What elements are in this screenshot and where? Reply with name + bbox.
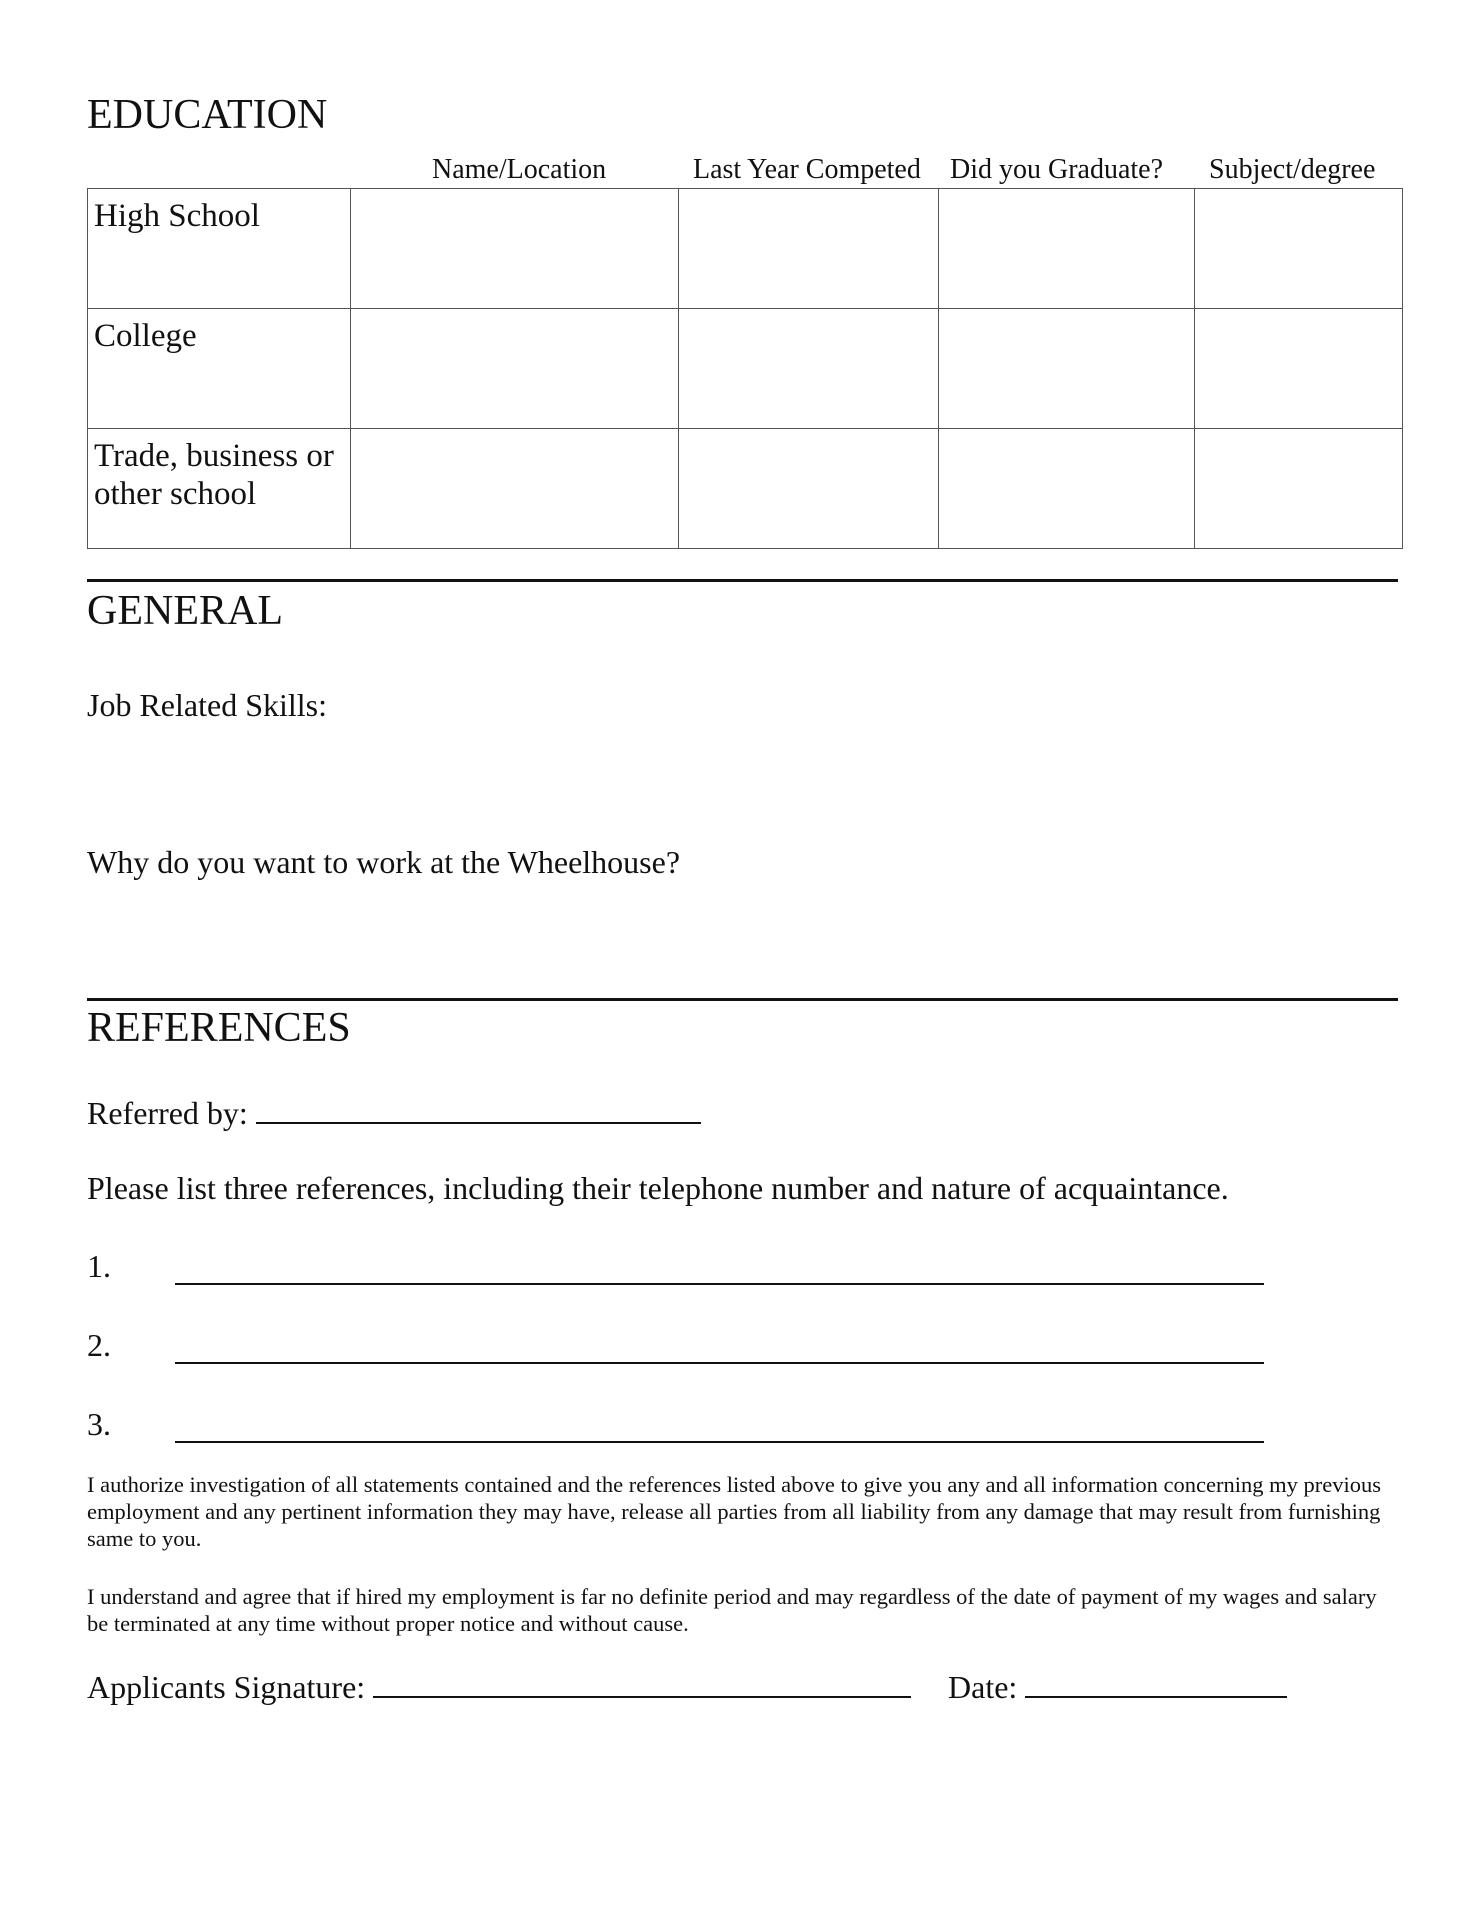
- date-row: [948, 1668, 1287, 1703]
- references-heading: REFERENCES: [87, 1005, 351, 1051]
- column-header-last-year: Last Year Competed: [693, 154, 921, 185]
- trade-last-year-cell[interactable]: [679, 429, 939, 549]
- job-skills-answer-area[interactable]: [87, 730, 1398, 820]
- reference-number-1: 1.: [87, 1248, 111, 1284]
- reference-line-3[interactable]: [175, 1441, 1264, 1443]
- column-header-graduate: Did you Graduate?: [950, 154, 1164, 185]
- high-school-name-location-cell[interactable]: [351, 189, 679, 309]
- reference-line-2[interactable]: [175, 1362, 1264, 1364]
- row-label-college: College: [88, 309, 351, 429]
- education-heading: EDUCATION: [87, 92, 328, 138]
- reference-number-2: 2.: [87, 1327, 111, 1363]
- agreement-paragraph: I understand and agree that if hired my employment is far no definite period and may regardless of the date of payment of my wages and salary be terminated at any time without proper notice and without cause.: [87, 1584, 1377, 1636]
- reference-line-1[interactable]: [175, 1283, 1264, 1285]
- referred-by-field[interactable]: [256, 1094, 701, 1124]
- trade-subject-cell[interactable]: [1195, 429, 1403, 549]
- job-skills-label: Job Related Skills:: [87, 687, 327, 723]
- referred-by-label: Referred by:: [87, 1095, 248, 1131]
- reference-number-3: 3.: [87, 1406, 111, 1442]
- column-header-name-location: Name/Location: [432, 154, 607, 185]
- college-subject-cell[interactable]: [1195, 309, 1403, 429]
- authorization-paragraph: I authorize investigation of all statements contained and the references listed above to give you any and all information concerning my previous employment and any pertinent information they may have, release all parties from all liability from any damage that may result from furnishing same to you.: [87, 1472, 1381, 1551]
- section-divider: [87, 579, 1398, 582]
- date-label: Date:: [948, 1669, 1018, 1705]
- row-label-high-school: High School: [88, 189, 351, 309]
- signature-label: Applicants Signature:: [87, 1669, 366, 1705]
- trade-graduate-cell[interactable]: [939, 429, 1195, 549]
- why-work-label: Why do you want to work at the Wheelhouse?: [87, 844, 681, 880]
- signature-row: [87, 1668, 911, 1703]
- high-school-subject-cell[interactable]: [1195, 189, 1403, 309]
- signature-field[interactable]: [373, 1668, 911, 1698]
- table-row: [88, 309, 1403, 429]
- trade-name-location-cell[interactable]: [351, 429, 679, 549]
- college-last-year-cell[interactable]: [679, 309, 939, 429]
- table-row: [88, 429, 1403, 549]
- education-table: [87, 188, 1403, 549]
- general-heading: GENERAL: [87, 588, 283, 634]
- referred-by-row: [87, 1094, 701, 1129]
- table-row: [88, 189, 1403, 309]
- references-instructions: Please list three references, including their telephone number and nature of acquaintance.: [87, 1170, 1229, 1206]
- high-school-last-year-cell[interactable]: [679, 189, 939, 309]
- column-header-subject-degree: Subject/degree: [1209, 154, 1376, 185]
- high-school-graduate-cell[interactable]: [939, 189, 1195, 309]
- college-name-location-cell[interactable]: [351, 309, 679, 429]
- date-field[interactable]: [1025, 1668, 1287, 1698]
- why-work-answer-area[interactable]: [87, 888, 1398, 988]
- college-graduate-cell[interactable]: [939, 309, 1195, 429]
- section-divider: [87, 998, 1398, 1001]
- row-label-trade-school: Trade, business or other school: [88, 429, 351, 549]
